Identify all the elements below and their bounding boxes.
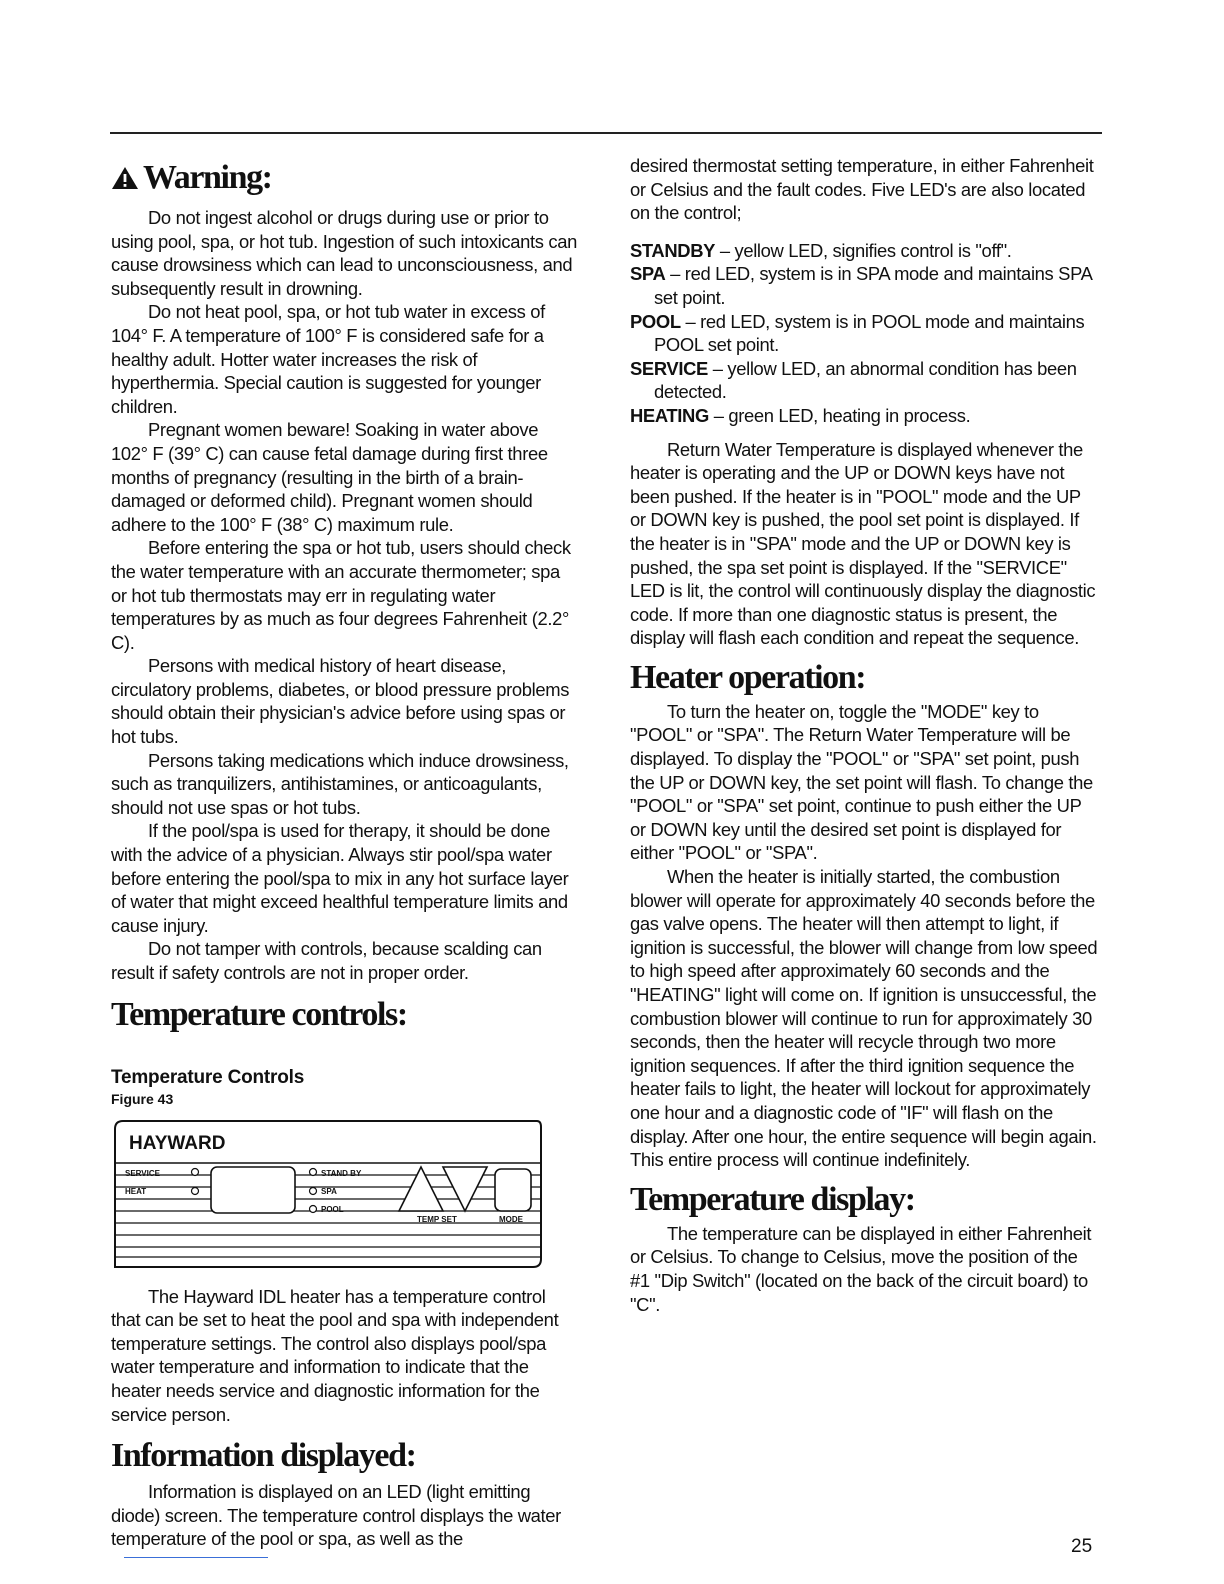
pool-led (310, 1205, 317, 1212)
led-item-service (630, 357, 1098, 404)
led-name: HEATING (630, 404, 709, 426)
spa-led (310, 1187, 317, 1194)
heater-operation-paragraph: When the heater is initially started, the combustion blower will operate for approximately 40 seconds before the gas valve opens. The heater will then attempt to light, if ignition is successful, the blower will change from low speed to high speed after approximately 60 seconds and the "HEATING" light will come on. If ignition is unsuccessful, the combustion blower will continue to run for approximately 30 seconds, then the heater will recycle through two more ignition sequences. If after the third ignition sequence the heater fails to light, the heater will lockout for approximately one hour and a diagnostic code of "IF" will flash on the display. After one hour, the entire sequence will begin again. This entire process will continue indefinitely. (630, 866, 1098, 1171)
return-water-paragraph: Return Water Temperature is displayed whenever the heater is operating and the UP or DOWN keys have not been pushed. If the heater is in "POOL" mode and the UP or DOWN key is pushed, the pool set point is displayed. If the heater is in "SPA" mode and the UP or DOWN key is pushed, the spa set point is displayed. If the "SERVICE" LED is lit, the control will continuously display the diagnostic code. If more than one diagnostic status is present, the display will flash each condition and repeat the sequence. (630, 438, 1096, 649)
heat-led (192, 1187, 199, 1194)
panel-pool-label: POOL (321, 1204, 344, 1214)
mode-button[interactable] (495, 1169, 531, 1211)
information-displayed-paragraph: Information is displayed on an LED (light emitting diode) screen. The temperature control displays the water temperature of the pool or spa, as well as the (111, 1481, 561, 1550)
page-number: 25 (1071, 1536, 1093, 1557)
warning-title: Warning: (143, 159, 272, 196)
right-column (630, 154, 1098, 1316)
panel-heat-label: HEAT (125, 1186, 147, 1196)
warning-triangle-icon (111, 166, 139, 190)
led-desc: – red LED, system is in POOL mode and maintains POOL set point. (654, 310, 1085, 356)
warning-paragraph: Do not tamper with controls, because scalding can result if safety controls are not in proper order. (111, 938, 542, 983)
warning-paragraph: If the pool/spa is used for therapy, it should be done with the advice of a physician. Always stir pool/spa water before entering the pool/spa to mix in any hot surface layer of water that might exceed healthful temperature limits and cause injury. (111, 820, 569, 936)
temperature-controls-title: Temperature controls: (111, 995, 407, 1033)
panel-standby-label: STAND BY (321, 1168, 362, 1178)
left-column (111, 150, 579, 1551)
led-item-pool (630, 310, 1098, 357)
information-displayed-title: Information displayed: (111, 1437, 416, 1475)
footer-rule (124, 1557, 268, 1558)
hayward-control-panel-figure (111, 1119, 543, 1271)
figure-title: Temperature Controls (111, 1066, 305, 1088)
standby-led (310, 1168, 317, 1175)
led-item-standby (630, 239, 1098, 263)
warning-paragraph: Do not heat pool, spa, or hot tub water in excess of 104° F. A temperature of 100° F is considered safe for a healthy adult. Hotter water increases the risk of hyperthermia. Special caution is suggested for younger children. (111, 301, 545, 417)
led-item-heating (630, 404, 1098, 428)
temperature-display-paragraph: The temperature can be displayed in either Fahrenheit or Celsius. To change to Celsius, move the position of the #1 "Dip Switch" (located on the back of the circuit board) to "C". (630, 1222, 1092, 1315)
warning-heading (111, 156, 579, 200)
temperature-display-title: Temperature display: (630, 1180, 915, 1218)
panel-service-label: SERVICE (125, 1168, 160, 1178)
led-display-window (211, 1167, 295, 1213)
led-desc: – yellow LED, an abnormal condition has been detected. (654, 357, 1077, 403)
up-button[interactable] (399, 1167, 443, 1211)
figure-number: Figure 43 (111, 1090, 174, 1107)
warning-paragraph: Before entering the spa or hot tub, users should check the water temperature with an accurate thermometer; spa or hot tub thermostats may err in regulating water temperatures by as much as four degrees Fahrenheit (2.2° C). (111, 537, 571, 653)
panel-spa-label: SPA (321, 1186, 337, 1196)
panel-temp-set-label: TEMP SET (417, 1214, 457, 1224)
header-rule (110, 132, 1102, 134)
led-name: SPA (630, 263, 666, 285)
warning-paragraph: Do not ingest alcohol or drugs during use or prior to using pool, spa, or hot tub. Ingestion of such intoxicants can cause drowsiness which can lead to unconsciousness, and subsequently result in drowning. (111, 207, 577, 299)
information-continuation: desired thermostat setting temperature, in either Fahrenheit or Celsius and the fault codes. Five LED's are also located on the control; (630, 155, 1094, 224)
led-name: SERVICE (630, 357, 708, 379)
led-desc: – yellow LED, signifies control is "off". (715, 239, 1012, 261)
led-name: STANDBY (630, 239, 716, 261)
heater-operation-title: Heater operation: (630, 658, 866, 696)
led-name: POOL (630, 310, 681, 332)
warning-paragraph: Pregnant women beware! Soaking in water above 102° F (39° C) can cause fetal damage during first three months of pregnancy (resulting in the birth of a brain-damaged or deformed child). Pregnant women should adhere to the 100° F (38° C) maximum rule. (111, 419, 548, 535)
warning-paragraph: Persons taking medications which induce drowsiness, such as tranquilizers, antihistamines, or anticoagulants, should not use spas or hot tubs. (111, 749, 569, 818)
service-led (192, 1168, 199, 1175)
down-button[interactable] (443, 1167, 487, 1211)
panel-brand: HAYWARD (129, 1132, 226, 1154)
led-desc: – red LED, system is in SPA mode and maintains SPA set point. (654, 263, 1092, 308)
led-desc: – green LED, heating in process. (708, 404, 971, 426)
temperature-controls-paragraph: The Hayward IDL heater has a temperature control that can be set to heat the pool and spa with independent temperature settings. The control also displays pool/spa water temperature and information to indicate that the heater needs service and diagnostic information for the service person. (111, 1285, 559, 1425)
heater-operation-paragraph: To turn the heater on, toggle the "MODE" key to "POOL" or "SPA". The Return Water Temperature will be displayed. To display the "POOL" or "SPA" set point, push the UP or DOWN key, the set point will flash. To change the "POOL" or "SPA" set point, continue to push either the UP or DOWN key until the desired set point is displayed for either "POOL" or "SPA". (630, 700, 1093, 864)
led-item-spa (630, 262, 1098, 309)
panel-mode-label: MODE (499, 1214, 523, 1224)
warning-paragraph: Persons with medical history of heart disease, circulatory problems, diabetes, or blood pressure problems should obtain their physician's advice before using spas or hot tubs. (111, 655, 570, 748)
led-list (630, 239, 1098, 428)
control-panel-drawing (111, 1119, 543, 1271)
